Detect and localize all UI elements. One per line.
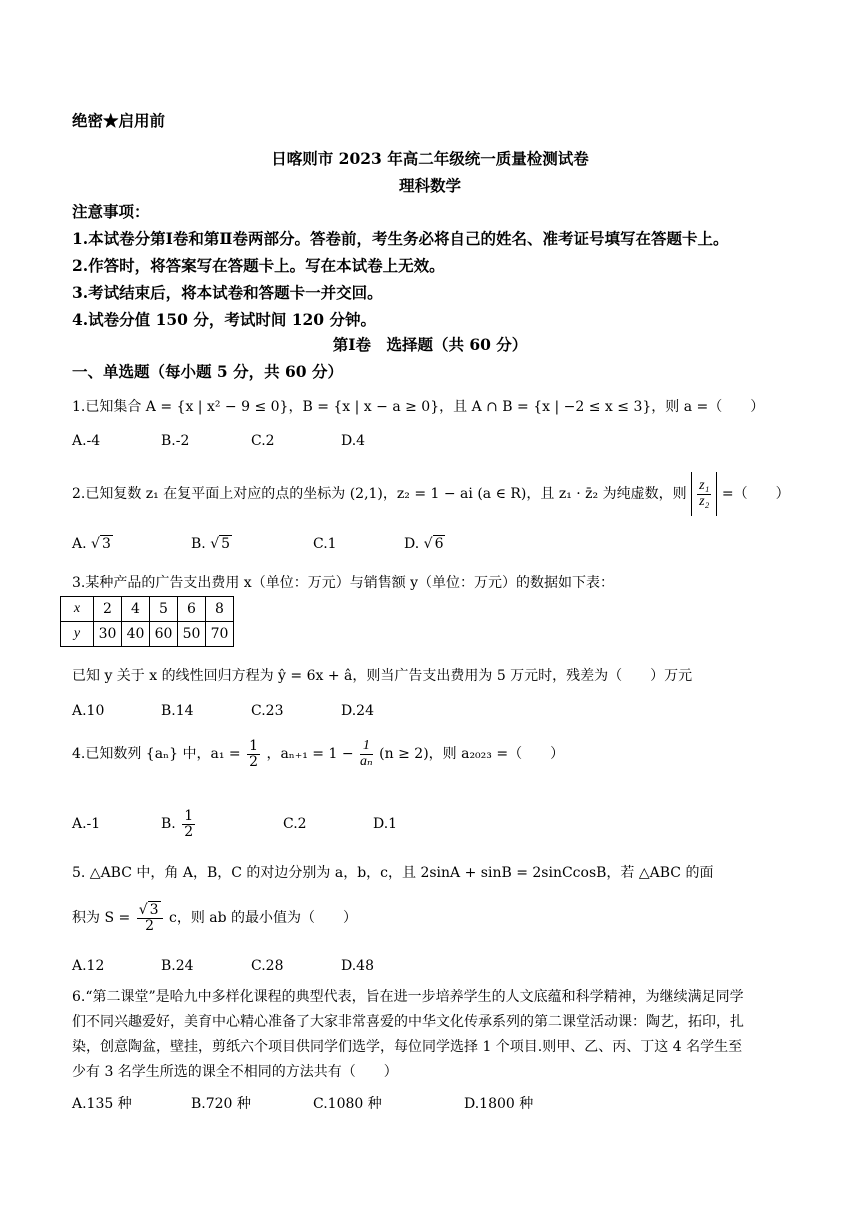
q2-option-a: A. √ 3 — [72, 536, 111, 552]
q5-option-b: B.24 — [161, 958, 194, 974]
table-cell: 70 — [206, 622, 234, 647]
table-cell: 5 — [150, 597, 178, 622]
q5-option-a: A.12 — [72, 958, 105, 974]
question-4: 4.已知数列 {aₙ} 中，a₁ = $\frac{1}{2}$ ，aₙ₊₁ = 1 − $\frac{1}{\text{aₙ}}$ (n ≥ 2)，则 a₂₀₂₃ =（ ） — [72, 737, 565, 770]
table-row-y — [61, 622, 234, 647]
q1-option-d: D.4 — [341, 433, 366, 449]
note-item-4: 4.试卷分值 150 分，考试时间 120 分钟。 — [72, 310, 376, 329]
notes-heading: 注意事项： — [72, 202, 150, 221]
table-cell: 6 — [178, 597, 206, 622]
q3-option-c: C.23 — [251, 703, 284, 719]
question-6-line-3: 染，创意陶盆，壁挂，剪纸六个项目供同学们选学，每位同学选择 1 个项目.则甲、乙、丙、丁这 4 名学生至 — [72, 1039, 743, 1055]
table-header-x: x — [61, 597, 94, 622]
q2-text-a: 2.已知复数 z₁ 在复平面上对应的点的坐标为 (2,1)，z₂ = 1 − ai (a ∈ R)，且 z₁ · z̄₂ 为纯虚数，则 — [72, 486, 687, 502]
q1-option-c: C.2 — [251, 433, 275, 449]
part-title: 一、单选题（每小题 5 分，共 60 分） — [72, 362, 343, 381]
q1-option-b: B.-2 — [161, 433, 190, 449]
q4-option-b: B. $\frac{1}{2}$ — [161, 807, 194, 840]
table-cell: 8 — [206, 597, 234, 622]
q3-option-b: B.14 — [161, 703, 194, 719]
table-header-y: y — [61, 622, 94, 647]
q2-text-b: =（ ） — [721, 486, 790, 502]
q3-option-d: D.24 — [341, 703, 374, 719]
q4-option-c: C.2 — [283, 816, 307, 832]
note-item-3: 3.考试结束后，将本试卷和答题卡一并交回。 — [72, 283, 383, 302]
q6-option-a: A.135 种 — [72, 1096, 132, 1112]
table-cell: 40 — [122, 622, 150, 647]
q6-option-c: C.1080 种 — [313, 1096, 382, 1112]
question-3-regression: 已知 y 关于 x 的线性回归方程为 ŷ = 6x + â，则当广告支出费用为 5 万元时，残差为（ ）万元 — [72, 668, 693, 684]
exam-subject: 理科数学 — [398, 176, 461, 195]
question-1: 1.已知集合 A = {x | x² − 9 ≤ 0}，B = {x | x − a ≥ 0}，且 A ∩ B = {x | −2 ≤ x ≤ 3}，则 a =（ ） — [72, 399, 765, 415]
table-cell: 2 — [94, 597, 122, 622]
question-6-line-1: 6.“第二课堂”是哈九中多样化课程的典型代表，旨在进一步培养学生的人文底蕴和科学精神，为继续满足同学 — [72, 989, 744, 1005]
q4-option-a: A.-1 — [72, 816, 101, 832]
question-3: 3.某种产品的广告支出费用 x（单位：万元）与销售额 y（单位：万元）的数据如下表： — [72, 575, 615, 591]
question-5: 5. △ABC 中，角 A，B，C 的对边分别为 a，b，c，且 2sinA + sinB = 2sinCcosB，若 △ABC 的面 — [72, 865, 714, 881]
table-cell: 60 — [150, 622, 178, 647]
q6-option-d: D.1800 种 — [464, 1096, 534, 1112]
table-cell: 50 — [178, 622, 206, 647]
q5-option-d: D.48 — [341, 958, 374, 974]
exam-title: 日喀则市 2023 年高二年级统一质量检测试卷 — [271, 149, 589, 168]
q2-abs-value — [691, 472, 717, 516]
q1-option-a: A.-4 — [72, 433, 101, 449]
q2-frac-num: z₁ — [699, 477, 710, 493]
q4-option-d: D.1 — [373, 816, 398, 832]
q6-option-b: B.720 种 — [191, 1096, 251, 1112]
note-item-1: 1.本试卷分第Ⅰ卷和第Ⅱ卷两部分。答卷前，考生务必将自己的姓名、准考证号填写在答题卡上。 — [72, 229, 729, 248]
q3-option-a: A.10 — [72, 703, 105, 719]
section-title: 第Ⅰ卷 选择题（共 60 分） — [332, 335, 528, 354]
question-6-line-2: 们不同兴趣爱好，美育中心精心准备了大家非常喜爱的中华文化传承系列的第二课堂活动课：陶艺，拓印，扎 — [72, 1014, 744, 1030]
note-item-2: 2.作答时，将答案写在答题卡上。写在本试卷上无效。 — [72, 256, 445, 275]
q2-option-c: C.1 — [313, 536, 337, 552]
q2-option-b: B. √ 5 — [191, 536, 231, 552]
question-5-area: 积为 S = $\frac{√ 3}{2}$ c，则 ab 的最小值为（ ） — [72, 901, 358, 934]
question-2 — [72, 472, 790, 516]
secret-label: 绝密★启用前 — [72, 111, 166, 130]
table-cell: 30 — [94, 622, 122, 647]
q2-option-d: D. √ 6 — [404, 536, 444, 552]
table-row-x — [61, 597, 234, 622]
q2-frac-den: z₂ — [699, 493, 710, 509]
question-6-line-4: 少有 3 名学生所选的课全不相同的方法共有（ ） — [72, 1064, 398, 1080]
q5-option-c: C.28 — [251, 958, 284, 974]
table-cell: 4 — [122, 597, 150, 622]
data-table — [60, 596, 234, 647]
